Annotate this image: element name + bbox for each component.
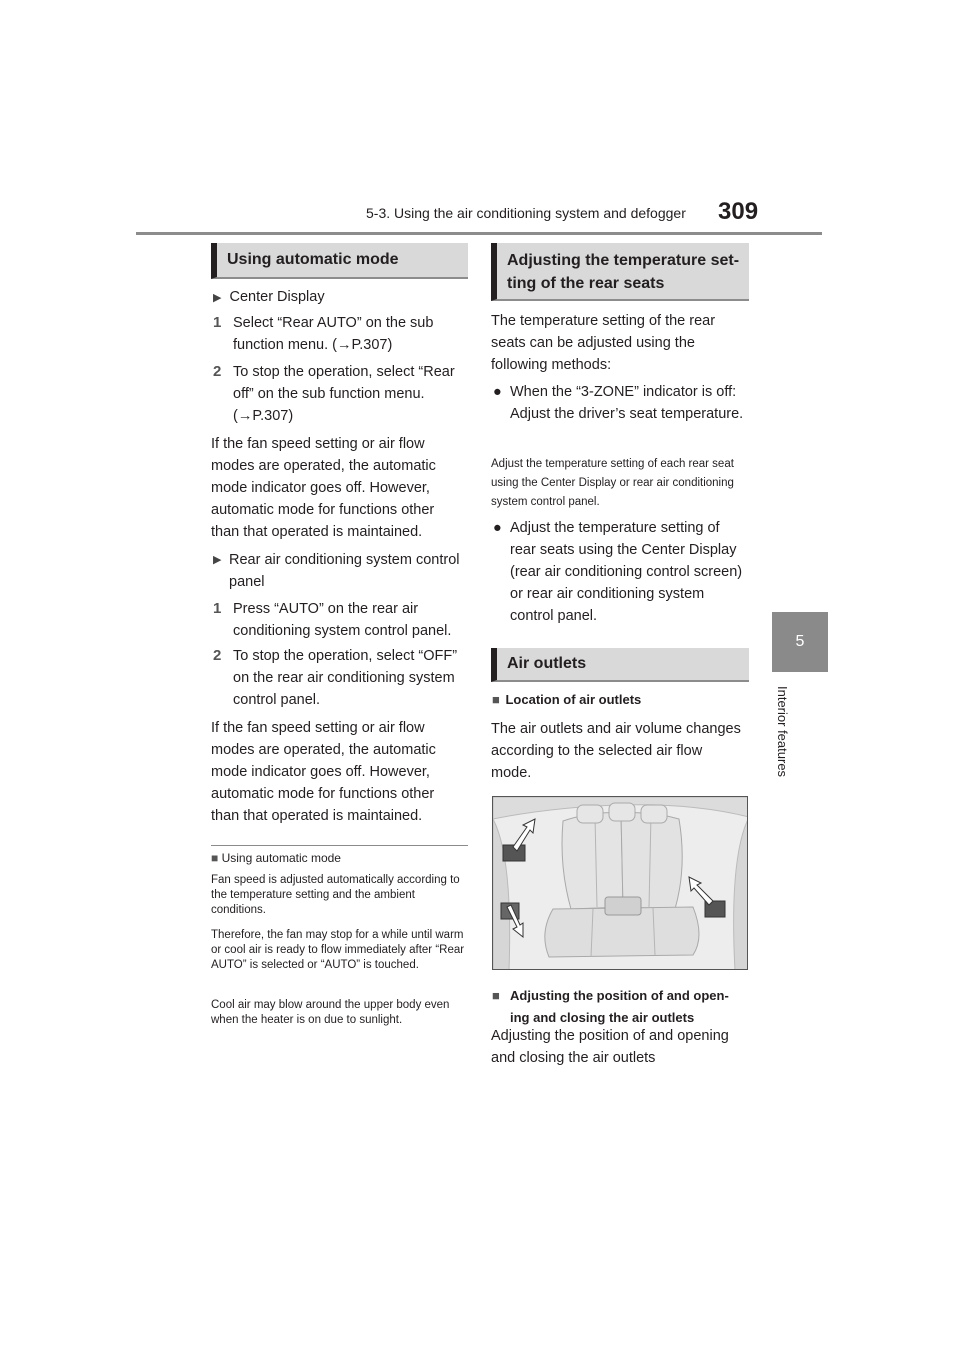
section-heading-air-outlets: Air outlets — [491, 648, 749, 682]
page-number: 309 — [718, 198, 759, 225]
section-heading-temperature: Adjusting the temperature set- ting of the rear seats — [491, 243, 749, 301]
triangle-bullet-icon: ▶ — [213, 292, 222, 304]
note-paragraph: Cool air may blow around the upper body even when the heater is on due to sunlight. — [211, 999, 450, 1026]
running-head: 5-3. Using the air conditioning system and defogger — [366, 205, 686, 221]
note-title: ■ Using automatic mode — [211, 851, 341, 865]
subheading: ■ Adjusting the position of and open- ing and closing the air outlets — [492, 985, 749, 1029]
step-panel-2: 2 To stop the operation, select “OFF” on the rear air conditioning system control panel. — [213, 647, 458, 708]
square-bullet-icon: ■ — [211, 851, 219, 865]
header-rule — [136, 232, 822, 235]
rear-seat-drawing — [493, 797, 748, 970]
triangle-bullet-icon: ▶ — [213, 554, 222, 566]
round-bullet-icon: ● — [493, 384, 502, 400]
step-number: 1 — [213, 314, 222, 331]
step-center-1: 1 Select “Rear AUTO” on the sub function menu. (→P.307) — [213, 314, 434, 353]
square-bullet-icon: ■ — [492, 692, 500, 707]
air-outlets-illustration — [492, 796, 748, 970]
bullet-item: ● When the “3-ZONE” indicator is off: Adjust the driver’s seat temperature. — [493, 381, 749, 425]
paragraph: If the fan speed setting or air flow modes are operated, the automatic mode indicator goes off. However, automatic mode for functions other than that operated is maintained. — [211, 720, 436, 824]
note-paragraph: Fan speed is adjusted automatically according to the temperature setting and the ambient conditions. — [211, 874, 460, 916]
paragraph: The air outlets and air volume changes according to the selected air flow mode. — [491, 721, 741, 781]
step-number: 2 — [213, 647, 222, 664]
step-panel-1: 1 Press “AUTO” on the rear air conditioning system control panel. — [213, 600, 452, 639]
bullet-item: ● Adjust the temperature setting of rear seats using the Center Display (rear air conditioning control screen) or rear air conditioning system control panel. — [493, 517, 749, 627]
step-center-2: 2 To stop the operation, select “Rear off” on the sub function menu. (→P.307) — [213, 363, 455, 424]
note-rule — [211, 845, 468, 846]
step-number: 1 — [213, 600, 222, 617]
section-heading-text: Using automatic mode — [227, 251, 399, 268]
step-number: 2 — [213, 363, 222, 380]
note-paragraph: Therefore, the fan may stop for a while until warm or cool air is ready to flow immediately after “Rear AUTO” is selected or “AUTO” is touched. — [211, 929, 465, 971]
section-heading-automatic-mode — [211, 243, 468, 279]
bullet-note: Adjust the temperature setting of each rear seat using the Center Display or rear air conditioning system control panel. — [491, 458, 734, 508]
subheading: ■ Location of air outlets — [492, 692, 642, 707]
paragraph: If the fan speed setting or air flow modes are operated, the automatic mode indicator goes off. However, automatic mode for functions other than that operated is maintained. — [211, 436, 436, 540]
round-bullet-icon: ● — [493, 520, 502, 536]
paragraph: The temperature setting of the rear seats can be adjusted using the following methods: — [491, 313, 716, 373]
chapter-title-text: Interior features — [775, 686, 790, 778]
chapter-title — [770, 686, 794, 786]
square-bullet-icon: ■ — [492, 988, 500, 1003]
rear-panel-label: ▶ Rear air conditioning system control panel — [213, 549, 468, 593]
chapter-tab: 5 — [772, 612, 828, 672]
center-display-label: ▶ Center Display — [213, 289, 325, 305]
paragraph: Adjusting the position of and opening and closing the air outlets — [491, 1028, 729, 1066]
